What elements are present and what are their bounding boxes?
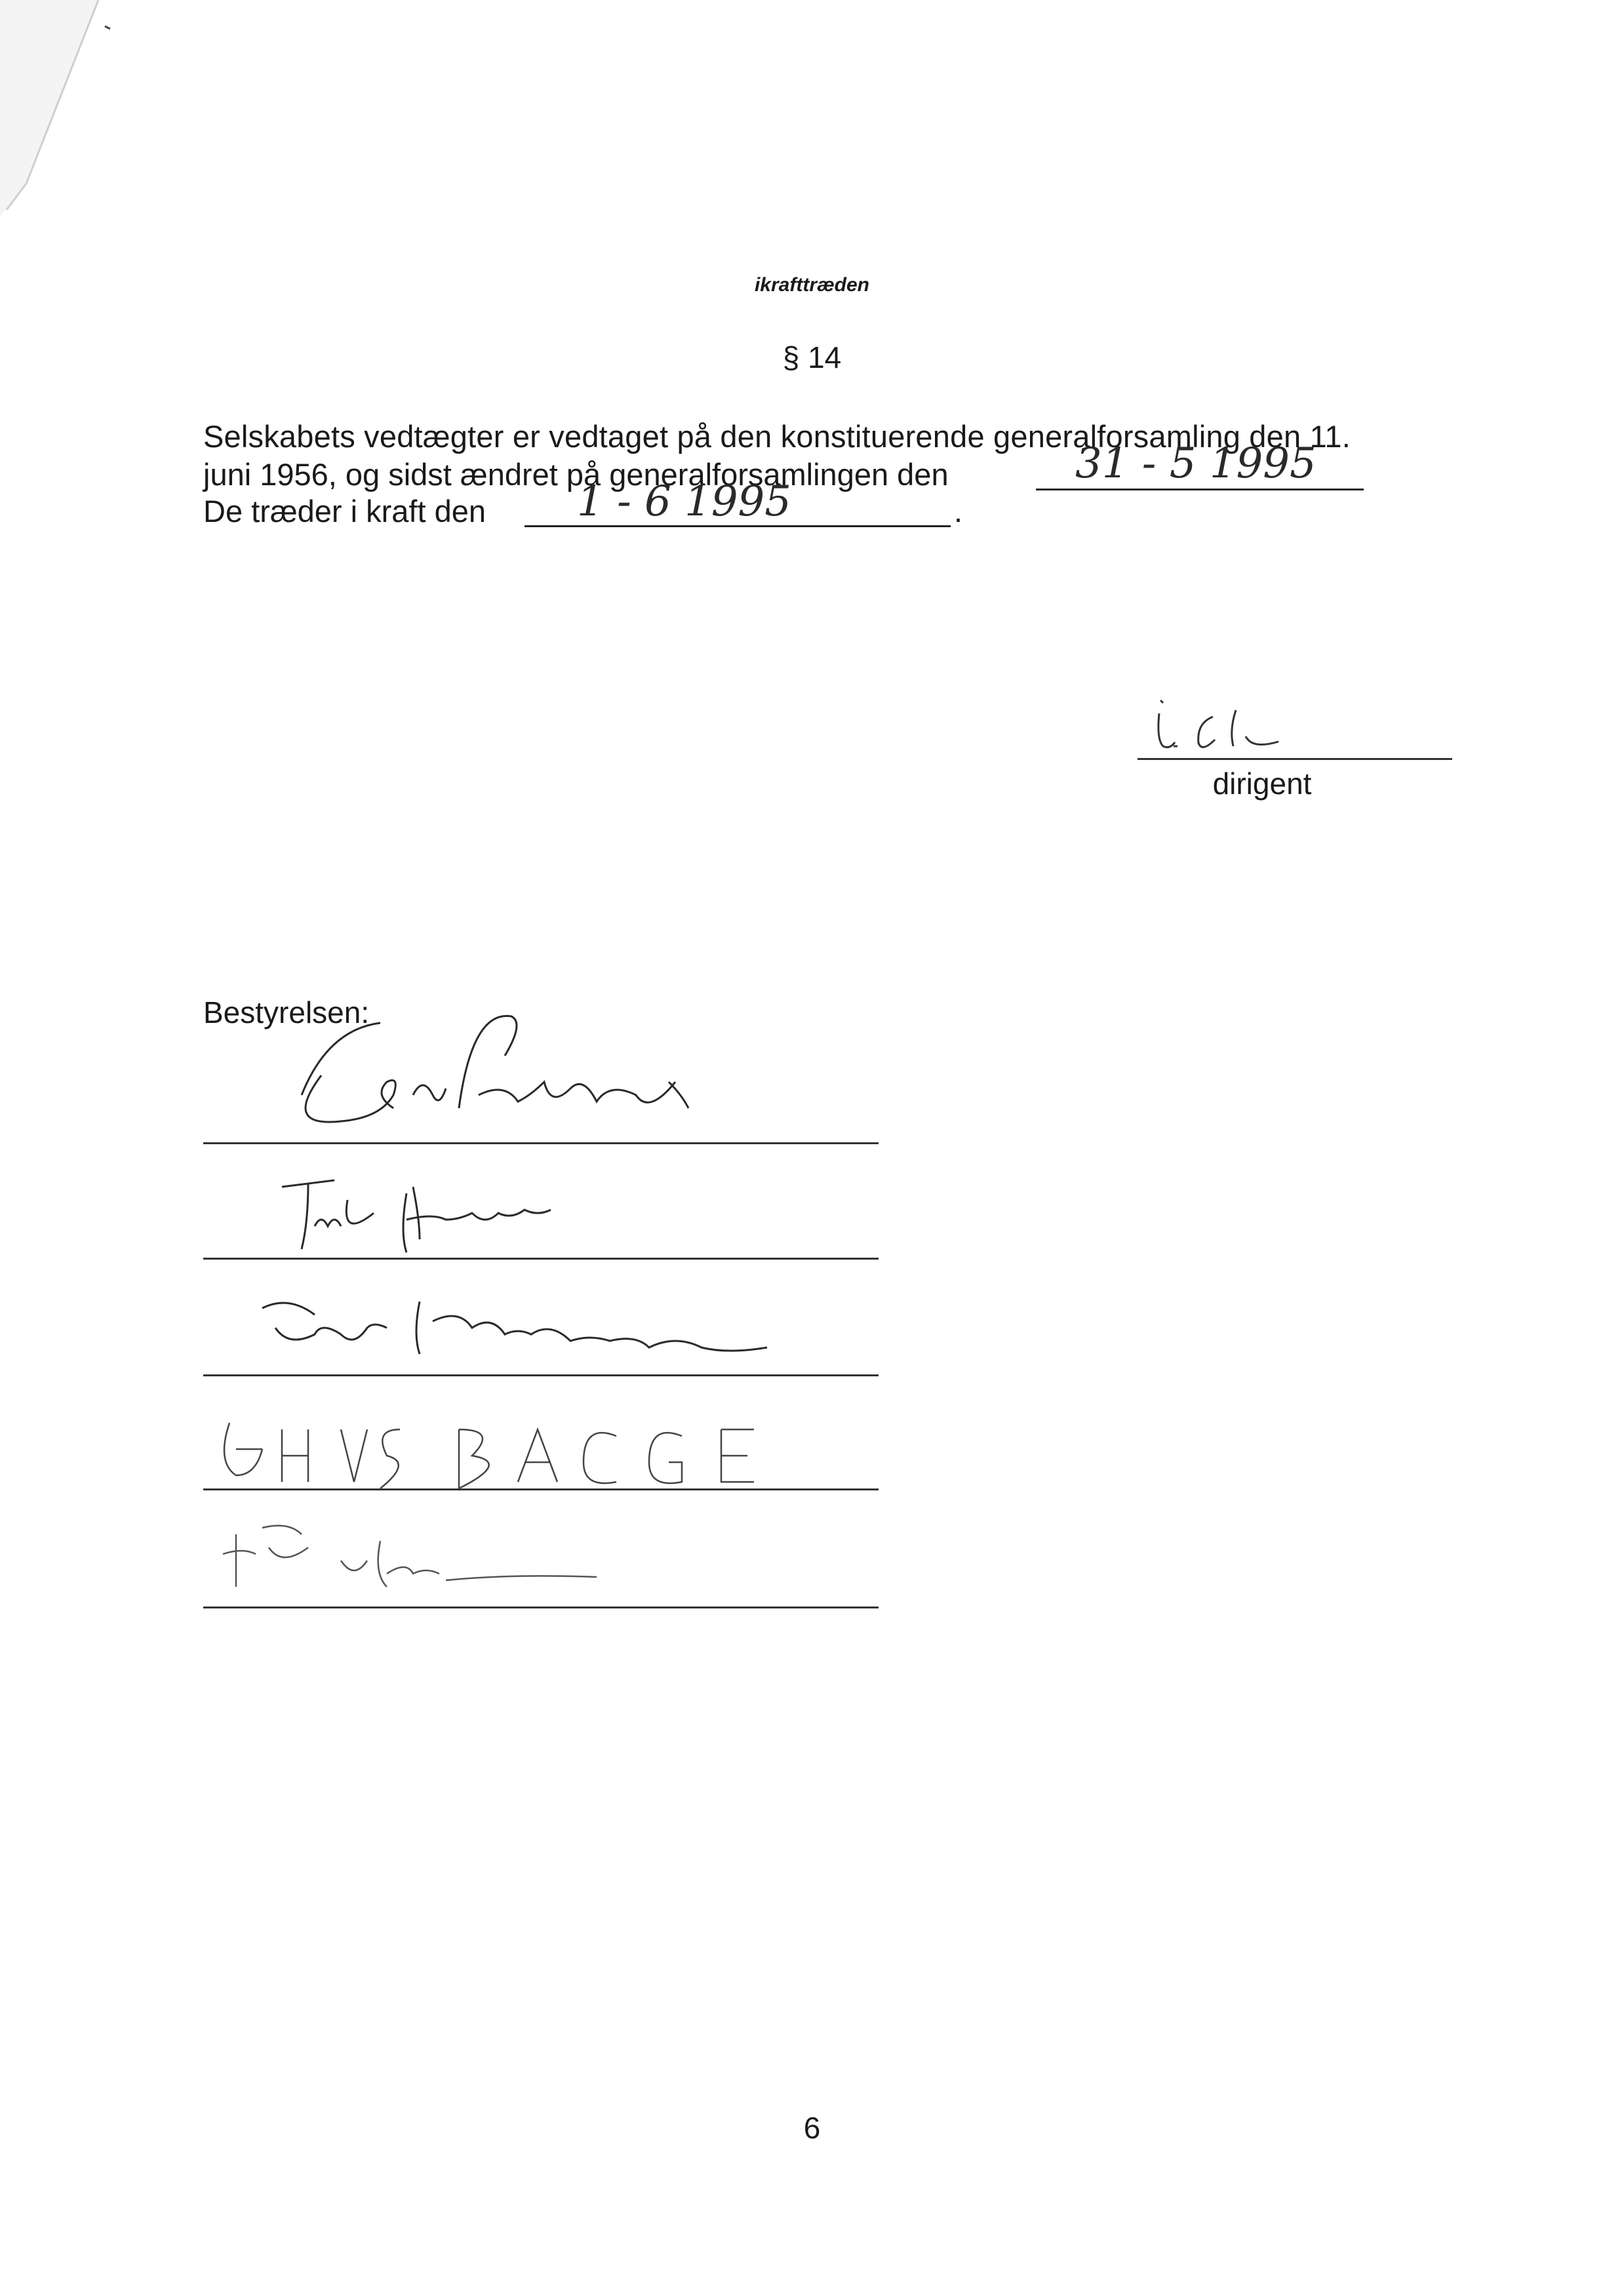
effective-date-handwritten: 1 - 6 1995 bbox=[577, 477, 791, 526]
board-signature-3 bbox=[249, 1295, 826, 1374]
paragraph-line-3-text: De træder i kraft den bbox=[203, 494, 486, 529]
amended-date-handwritten: 31 - 5 1995 bbox=[1075, 439, 1317, 488]
dirigent-label: dirigent bbox=[1212, 767, 1312, 801]
paragraph-line-3 bbox=[203, 496, 486, 527]
board-signature-line-1 bbox=[203, 1142, 879, 1144]
paragraph-line-3-period: . bbox=[954, 494, 963, 529]
board-signature-line-3 bbox=[203, 1374, 879, 1376]
board-signature-line-2 bbox=[203, 1258, 879, 1260]
board-signature-line-4 bbox=[203, 1488, 879, 1490]
page-number: 6 bbox=[803, 2111, 821, 2145]
board-signature-5 bbox=[210, 1515, 636, 1600]
board-signature-4 bbox=[210, 1410, 800, 1508]
paragraph-line-1: Selskabets vedtægter er vedtaget på den konstituerende generalforsamling den 11. bbox=[203, 419, 1351, 454]
dirigent-signature-line bbox=[1138, 758, 1452, 760]
corner-fold bbox=[0, 0, 131, 223]
dirigent-signature bbox=[1141, 687, 1390, 759]
section-heading: ikrafttræden bbox=[754, 274, 870, 296]
amended-date-blank bbox=[1036, 489, 1364, 490]
board-signature-1 bbox=[262, 1010, 774, 1141]
board-label: Bestyrelsen: bbox=[203, 995, 370, 1029]
board-signature-line-5 bbox=[203, 1606, 879, 1608]
board-signature-2 bbox=[275, 1174, 669, 1259]
paragraph-line-2: juni 1956, og sidst ændret på generalforsamlingen den bbox=[203, 457, 949, 492]
section-number: § 14 bbox=[782, 340, 842, 374]
